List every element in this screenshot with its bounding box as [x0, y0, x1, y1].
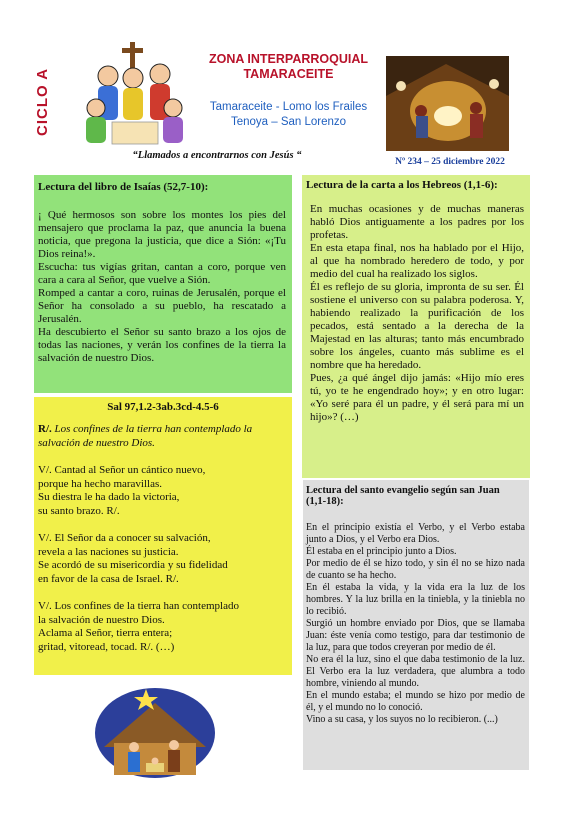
response-prefix: R/. [38, 423, 52, 435]
gospel-title: Lectura del santo evangelio según san Juan (1,1-18): [306, 485, 500, 507]
issue-number: Nº 234 – 25 diciembre 2022 [395, 157, 505, 167]
zone-title-line2: TAMARACEITE [243, 67, 334, 81]
gospel-paragraph-8: Vino a su casa, y los suyos no lo recibieron. (...) [306, 714, 498, 725]
hebreos-title: Lectura de la carta a los Hebreos (1,1-6): [306, 179, 498, 191]
gospel-paragraph-1: En el principio existía el Verbo, y el Verbo estaba junto a Dios, y el Verbo era Dios. [306, 522, 525, 545]
isaias-paragraph-3: Romped a cantar a coro, ruinas de Jerusalén, porque el Señor ha consolado a su pueblo, ha rescatado a Jerusalén. [38, 287, 286, 325]
gospel-paragraph-5: Surgió un hombre enviado por Dios, que se llamaba Juan: éste venía como testigo, para dar testimonio de la luz, para que todos creyeran por medio de él. [306, 618, 525, 653]
isaias-paragraph-1: ¡ Qué hermosos son sobre los montes los pies del mensajero que proclama la paz, que anuncia la buena noticia, que pregona la justicia, que dice a Sión: «¡Tu Dios reina!». [38, 209, 286, 260]
hebreos-paragraph-2: En esta etapa final, nos ha hablado por el Hijo, al que ha nombrado heredero de todo, y por medio del cual ha realizado los siglos. [310, 242, 524, 280]
gospel-reading [303, 480, 529, 770]
parish-logo [78, 38, 190, 148]
gospel-paragraph-4: En él estaba la vida, y la vida era la luz de los hombres. Y la luz brilla en la tiniebla, y la tiniebla no lo recibió. [306, 582, 525, 617]
verse-line: V/. Los confines de la tierra han contemplado [38, 600, 239, 612]
nativity-painting [386, 56, 509, 151]
isaias-paragraph-4: Ha descubierto el Señor su santo brazo a los ojos de todas las naciones, y verán los confines de la tierra la salvación de nuestro Dios. [38, 326, 286, 364]
hebreos-paragraph-4: Pues, ¿a qué ángel dijo jamás: «Hijo mío eres tú, yo te he engendrado hoy»; y en otro lugar: «Yo seré para él un padre, y él será para mí un hijo»? (…) [310, 372, 524, 423]
gospel-paragraph-6: No era él la luz, sino el que daba testimonio de la luz. El Verbo era la luz verdadera, que alumbra a todo hombre, viniendo al mundo. [306, 654, 525, 689]
verse-line: Aclama al Señor, tierra entera; [38, 627, 173, 639]
zone-title-line1: ZONA INTERPARROQUIAL [208, 52, 369, 66]
gospel-paragraph-2: Él estaba en el principio junto a Dios. [306, 546, 457, 557]
zone-title [196, 52, 381, 82]
verse-line: en favor de la casa de Israel. R/. [38, 572, 179, 585]
psalm-reading [34, 397, 292, 675]
isaias-paragraph-2: Escucha: tus vigías gritan, cantan a coro, porque ven cara a cara al Señor, que vuelve a Sión. [38, 261, 286, 286]
parish-list-line1: Tamaraceite - Lomo los Frailes [209, 101, 368, 113]
isaias-title: Lectura del libro de Isaías (52,7-10): [38, 181, 209, 193]
verse-line: V/. El Señor da a conocer su salvación, [38, 532, 211, 544]
psalm-verse-1 [38, 464, 288, 518]
psalm-verse-2 [38, 532, 288, 586]
verse-line: la salvación de nuestro Dios. [38, 613, 165, 626]
isaias-reading [34, 175, 292, 393]
verse-line: su santo brazo. R/. [38, 504, 120, 517]
hebreos-paragraph-1: En muchas ocasiones y de muchas maneras habló Dios antiguamente a los padres por los profetas. [310, 203, 524, 241]
gospel-paragraph-3: Por medio de él se hizo todo, y sin él no se hizo nada de cuanto se ha hecho. [306, 558, 525, 581]
verse-line: porque ha hecho maravillas. [38, 477, 163, 490]
response-text: Los confines de la tierra han contemplado la salvación de nuestro Dios. [38, 423, 253, 449]
hebreos-paragraph-3: Él es reflejo de su gloria, impronta de su ser. Él sostiene el universo con su palabra poderosa. Y, habiendo realizado la purificación de los pecados, está sentado a la derecha de la Majestad en las alturas; tanto más encumbrado sobre los ángeles, cuanto más sublime es el nombre que ha heredado. [310, 281, 524, 371]
verse-line: revela a las naciones su justicia. [38, 545, 179, 558]
verse-line: Se acordó de su misericordia y su fidelidad [38, 559, 228, 571]
cycle-label: CICLO A [34, 67, 51, 137]
psalm-title: Sal 97,1.2-3ab.3cd-4.5-6 [107, 401, 219, 413]
parish-list [196, 100, 381, 130]
verse-line: gritad, vitoread, tocad. R/. (…) [38, 640, 175, 653]
parish-list-line2: Tenoya – San Lorenzo [230, 116, 347, 128]
psalm-response [38, 423, 288, 450]
hebreos-reading [302, 175, 530, 478]
verse-line: V/. Cantad al Señor un cántico nuevo, [38, 464, 206, 476]
gospel-paragraph-7: En el mundo estaba; el mundo se hizo por medio de él, y el mundo no lo conoció. [306, 690, 525, 713]
nativity-illustration [94, 685, 216, 780]
psalm-verse-3 [38, 600, 288, 654]
motto: “Llamados a encontrarnos con Jesús “ [132, 150, 302, 161]
verse-line: Su diestra le ha dado la victoria, [38, 491, 180, 503]
